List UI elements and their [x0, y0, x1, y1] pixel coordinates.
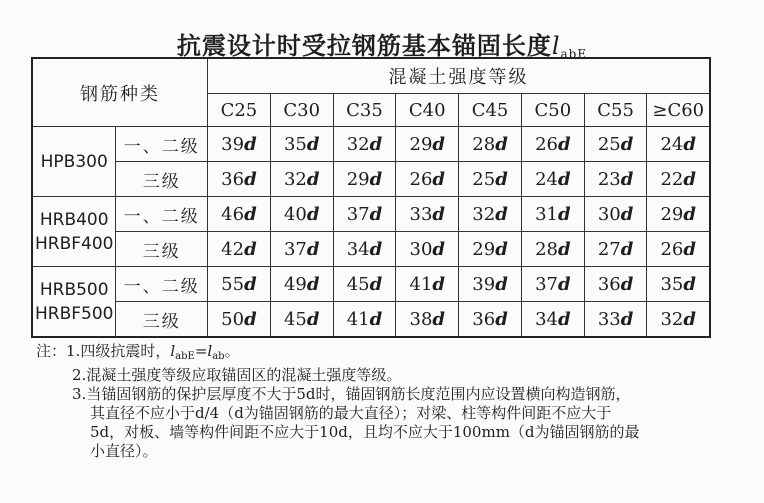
- note-3-line-4: 小直径）。: [90, 442, 158, 460]
- anchorage-value-cell: 41d: [333, 302, 396, 338]
- header-steel-type: 钢筋种类: [32, 58, 208, 127]
- grade-header-cell: ≥C60: [647, 94, 710, 127]
- anchorage-value-cell: 27d: [584, 232, 647, 267]
- notes: [36, 342, 736, 461]
- anchorage-value-cell: 30d: [396, 232, 459, 267]
- anchorage-value-cell: 32d: [647, 302, 710, 338]
- grade-header-cell: C25: [208, 94, 271, 127]
- anchorage-value-cell: 50d: [208, 302, 271, 338]
- grade-header-cell: C40: [396, 94, 459, 127]
- anchorage-value-cell: 24d: [647, 127, 710, 162]
- seismic-level-cell: 三级: [116, 162, 208, 197]
- steel-type-label: HRB400: [39, 209, 109, 230]
- seismic-level-cell: 一、二级: [116, 197, 208, 232]
- anchorage-value-cell: 28d: [459, 127, 522, 162]
- anchorage-value-cell: 29d: [333, 162, 396, 197]
- anchorage-value-cell: 25d: [459, 162, 522, 197]
- anchorage-value-cell: 33d: [396, 197, 459, 232]
- steel-type-cell: [32, 127, 116, 197]
- anchorage-value-cell: 32d: [459, 197, 522, 232]
- table-row: [32, 197, 710, 232]
- grade-header-cell: C50: [521, 94, 584, 127]
- anchorage-value-cell: 46d: [208, 197, 271, 232]
- steel-type-cell: [32, 267, 116, 338]
- anchorage-value-cell: 29d: [647, 197, 710, 232]
- table-row: [32, 267, 710, 302]
- anchorage-value-cell: 36d: [208, 162, 271, 197]
- table-row: [32, 302, 710, 338]
- anchorage-value-cell: 39d: [208, 127, 271, 162]
- anchorage-value-cell: 31d: [521, 197, 584, 232]
- grade-header-cell: C45: [459, 94, 522, 127]
- anchorage-value-cell: 49d: [270, 267, 333, 302]
- anchorage-value-cell: 35d: [270, 127, 333, 162]
- anchorage-value-cell: 34d: [333, 232, 396, 267]
- title-text: 抗震设计时受拉钢筋基本锚固长度: [176, 32, 552, 60]
- anchorage-value-cell: 22d: [647, 162, 710, 197]
- anchorage-value-cell: 35d: [647, 267, 710, 302]
- steel-type-cell: [32, 197, 116, 267]
- anchorage-value-cell: 33d: [584, 302, 647, 338]
- anchorage-value-cell: 24d: [521, 162, 584, 197]
- note-3-line-3: 5d，对板、墙等构件间距不应大于10d，且均不应大于100mm（d为锚固钢筋的最: [90, 423, 640, 441]
- anchorage-value-cell: 23d: [584, 162, 647, 197]
- anchorage-value-cell: 39d: [459, 267, 522, 302]
- anchorage-length-table: [31, 57, 711, 338]
- anchorage-value-cell: 28d: [521, 232, 584, 267]
- steel-type-label: HRB500: [39, 279, 109, 300]
- seismic-level-cell: 一、二级: [116, 267, 208, 302]
- note-2: 2.混凝土强度等级应取锚固区的混凝土强度等级。: [72, 366, 402, 384]
- anchorage-value-cell: 45d: [333, 267, 396, 302]
- steel-type-label: HRBF400: [34, 233, 114, 254]
- anchorage-value-cell: 38d: [396, 302, 459, 338]
- anchorage-value-cell: 26d: [521, 127, 584, 162]
- anchorage-value-cell: 37d: [333, 197, 396, 232]
- note-3-line-2: 其直径不应小于d/4（d为锚固钢筋的最大直径）；对梁、柱等构件间距不应大于: [90, 404, 612, 422]
- anchorage-value-cell: 37d: [270, 232, 333, 267]
- anchorage-value-cell: 29d: [396, 127, 459, 162]
- anchorage-value-cell: 30d: [584, 197, 647, 232]
- seismic-level-cell: 一、二级: [116, 127, 208, 162]
- page-title: [0, 26, 764, 61]
- grade-header-cell: C30: [270, 94, 333, 127]
- anchorage-value-cell: 37d: [521, 267, 584, 302]
- anchorage-value-cell: 36d: [459, 302, 522, 338]
- anchorage-value-cell: 55d: [208, 267, 271, 302]
- table-row: [32, 127, 710, 162]
- anchorage-value-cell: 41d: [396, 267, 459, 302]
- note-3: 3.当锚固钢筋的保护层厚度不大于5d时，锚固钢筋长度范围内应设置横向构造钢筋，: [72, 385, 631, 403]
- seismic-level-cell: 三级: [116, 232, 208, 267]
- seismic-level-cell: 三级: [116, 302, 208, 338]
- table-row: [32, 162, 710, 197]
- steel-type-label: HRBF500: [34, 303, 114, 324]
- table-row: [32, 232, 710, 267]
- anchorage-value-cell: 40d: [270, 197, 333, 232]
- grade-header-cell: C35: [333, 94, 396, 127]
- anchorage-value-cell: 29d: [459, 232, 522, 267]
- note-1: 注：1.四级抗震时，$l_{abE}=l_{ab}$。: [36, 342, 240, 362]
- anchorage-value-cell: 26d: [647, 232, 710, 267]
- anchorage-value-cell: 34d: [521, 302, 584, 338]
- header-concrete-grade: 混凝土强度等级: [208, 58, 710, 94]
- anchorage-value-cell: 36d: [584, 267, 647, 302]
- anchorage-value-cell: 42d: [208, 232, 271, 267]
- anchorage-value-cell: 26d: [396, 162, 459, 197]
- steel-type-label: HPB300: [40, 151, 108, 172]
- grade-header-cell: C55: [584, 94, 647, 127]
- table-body: [32, 127, 710, 338]
- anchorage-value-cell: 32d: [270, 162, 333, 197]
- anchorage-value-cell: 32d: [333, 127, 396, 162]
- anchorage-value-cell: 45d: [270, 302, 333, 338]
- anchorage-value-cell: 25d: [584, 127, 647, 162]
- title-symbol: $l_{abE}$: [551, 32, 588, 61]
